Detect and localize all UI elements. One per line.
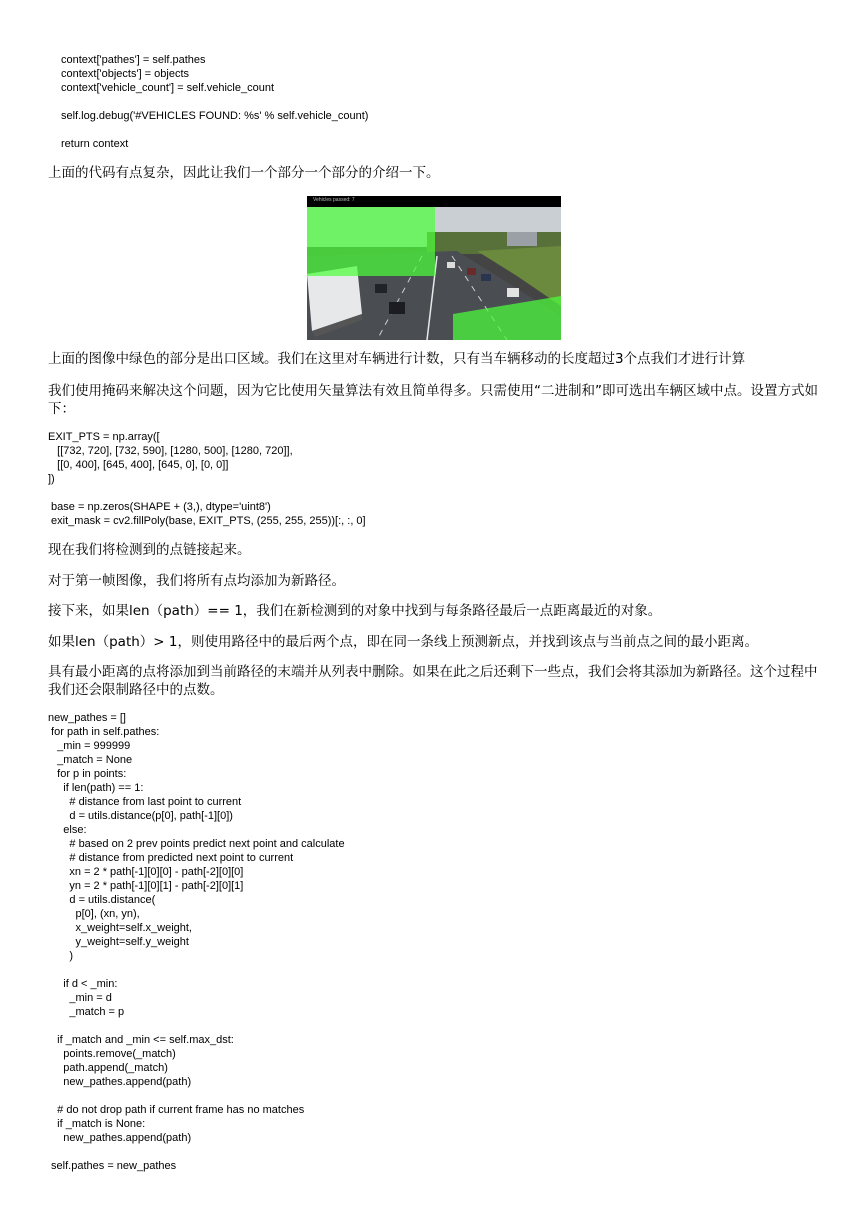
paragraph-len-1: 接下来，如果len（path）== 1，我们在新检测到的对象中找到与每条路径最后一点距离最近的对象。 — [48, 603, 662, 619]
code-block-new-pathes: new_pathes = [] for path in self.pathes: _min = 999999 _match = None for p in points: if len(path) == 1: # distance from last point to current d = utils.distance(p[0], path[-1][0]) else: # based on 2 prev points predict next point and calculate # distance from predicted next point to current xn = 2 * path[-1][0][0] - path[-2][0][0] yn = 2 * path[-1][0][1] - path[-2][0][1] d = utils.distance( p[0], (xn, yn), x_weight=self.x_weight, y_weight=self.y_weight ) if d < _min: _min = d _match = p if _match and _min <= self.max_dst: points.remove(_match) path.append(_match) new_pathes.append(path) # do not drop path if current frame has no matches if _match is None: new_pathes.append(path) self.pathes = new_pathes — [48, 712, 345, 1172]
traffic-image — [307, 196, 561, 340]
paragraph-min-distance: 具有最小距离的点将添加到当前路径的末端并从列表中删除。如果在此之后还剩下一些点，我们会将其添加为新路径。这个过程中我们还会限制路径中的点数。 — [48, 664, 818, 698]
code-block-exit-pts: EXIT_PTS = np.array([ [[732, 720], [732, 590], [1280, 500], [1280, 720]], [[0, 400], [645, 400], [645, 0], [0, 0]] ]) base = np.zeros(SHAPE + (3,), dtype='uint8') exit_mask = cv2.fillPoly(base, EXIT_PTS, (255, 255, 255))[:, :, 0] — [48, 431, 366, 527]
overlay-text: Vehicles passed: 7 — [313, 197, 355, 203]
overlay-bar — [307, 196, 561, 207]
paragraph-exit-zone: 上面的图像中绿色的部分是出口区域。我们在这里对车辆进行计数，只有当车辆移动的长度超过3个点我们才进行计算 — [48, 351, 746, 367]
paragraph-len-gt-1: 如果len（path）> 1，则使用路径中的最后两个点，即在同一条线上预测新点，并找到该点与当前点之间的最小距离。 — [48, 634, 758, 650]
paragraph-link-points: 现在我们将检测到的点链接起来。 — [48, 542, 251, 558]
paragraph-first-frame: 对于第一帧图像，我们将所有点均添加为新路径。 — [48, 573, 345, 589]
paragraph-mask: 我们使用掩码来解决这个问题，因为它比使用矢量算法有效且简单得多。只需使用“二进制和”即可选出车辆区域中点。设置方式如下： — [48, 383, 818, 417]
paragraph-intro: 上面的代码有点复杂，因此让我们一个部分一个部分的介绍一下。 — [48, 165, 440, 181]
traffic-figure — [307, 196, 561, 340]
code-block-context: context['pathes'] = self.pathes context['objects'] = objects context['vehicle_count'] = self.vehicle_count self.log.debug('#VEHICLES FOUND: %s' % self.vehicle_count) return context — [61, 54, 369, 150]
